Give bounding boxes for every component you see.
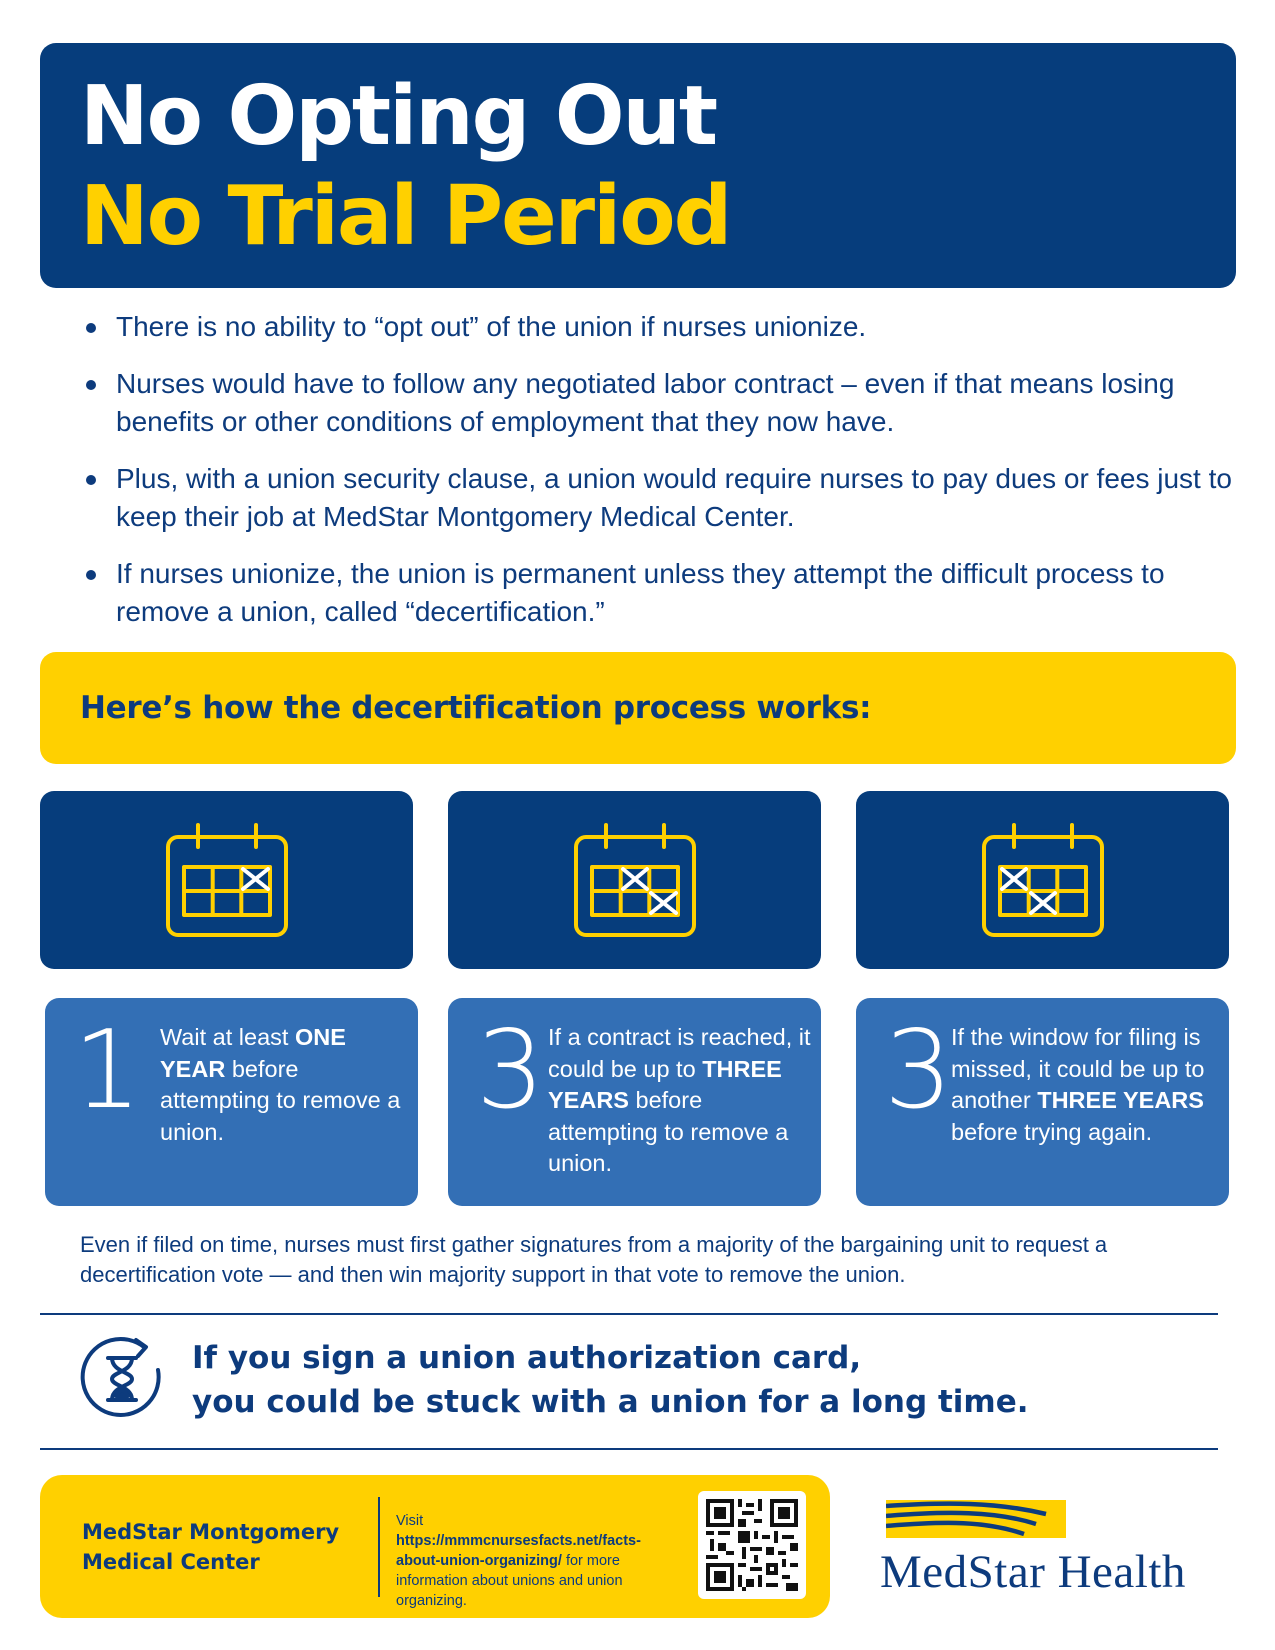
page-title: No Opting Out: [80, 69, 717, 164]
step-text-intro: Wait at least: [160, 1024, 289, 1050]
bullet-dot-icon: [86, 380, 96, 390]
step-text: [951, 1022, 1221, 1148]
divider-top: [40, 1313, 1218, 1315]
callout-line-1: If you sign a union authorization card,: [192, 1340, 862, 1376]
callout-line-2: you could be stuck with a union for a long time.: [192, 1384, 1029, 1420]
calendar-icon: [980, 821, 1106, 939]
list-item: [86, 555, 1236, 631]
bullet-dot-icon: [86, 475, 96, 485]
visit-suffix: for more information about unions and union organizing.: [396, 1553, 623, 1609]
calendar-card-2: [448, 791, 821, 969]
bullet-list: [86, 308, 1236, 650]
qr-code-icon: [706, 1499, 798, 1591]
footer-box: [40, 1475, 830, 1618]
bullet-text: Nurses would have to follow any negotiated labor contract – even if that means losing benefits or other conditions of employment that they now have.: [116, 368, 1175, 437]
process-heading: Here’s how the decertification process works:: [80, 690, 872, 726]
step-text-intro: If the window for filing is missed, it could be up to another: [951, 1024, 1205, 1113]
decertification-note: Even if filed on time, nurses must first gather signatures from a majority of the bargaining unit to request a decertification vote — and then win majority support in that vote to remove the union.: [80, 1232, 1108, 1287]
step-card-1: [45, 998, 418, 1206]
footer-divider: [378, 1497, 380, 1597]
step-card-2: [448, 998, 821, 1206]
step-text-rest: before attempting to remove a union.: [548, 1087, 789, 1176]
step-text-emphasis: THREE YEARS: [548, 1055, 782, 1113]
step-text: [160, 1022, 410, 1148]
step-number: 1: [73, 1008, 142, 1133]
visit-prefix: Visit: [396, 1513, 424, 1529]
step-text-rest: before attempting to remove a union.: [160, 1055, 401, 1145]
step-text-intro: If a contract is reached, it could be up to: [548, 1024, 811, 1082]
info-link[interactable]: https://mmmcnursesfacts.net/facts-about-union-organizing/: [396, 1533, 641, 1569]
calendar-icon: [572, 821, 698, 939]
list-item: [86, 308, 1236, 346]
divider-bottom: [40, 1448, 1218, 1450]
calendar-card-1: [40, 791, 413, 969]
list-item: [86, 365, 1236, 441]
bullet-text: If nurses unionize, the union is permanent unless they attempt the difficult process to remove a union, called “decertification.”: [116, 558, 1165, 627]
org-name: MedStar Montgomery Medical Center: [82, 1520, 340, 1574]
calendar-card-3: [856, 791, 1229, 969]
logo-text: MedStar Health: [880, 1546, 1186, 1598]
step-card-3: [856, 998, 1229, 1206]
step-text-emphasis: THREE YEARS: [1037, 1087, 1204, 1113]
calendar-icon: [164, 821, 290, 939]
medstar-health-logo: [880, 1500, 1230, 1600]
step-text-emphasis: ONE YEAR: [160, 1024, 346, 1082]
visit-text: [396, 1511, 671, 1611]
step-text: [548, 1022, 813, 1180]
page-subtitle: No Trial Period: [80, 169, 731, 264]
callout-message: [192, 1336, 1232, 1424]
logo-mark-icon: [886, 1500, 1066, 1540]
bullet-dot-icon: [86, 570, 96, 580]
step-text-rest: before trying again.: [951, 1118, 1153, 1145]
hourglass-icon: [74, 1330, 170, 1426]
step-number: 3: [884, 1008, 953, 1133]
bullet-dot-icon: [86, 323, 96, 333]
list-item: [86, 460, 1236, 536]
qr-code[interactable]: [698, 1491, 806, 1599]
bullet-text: There is no ability to “opt out” of the union if nurses unionize.: [116, 311, 867, 342]
bullet-text: Plus, with a union security clause, a union would require nurses to pay dues or fees just to keep their job at MedStar Montgomery Medical Center.: [116, 463, 1232, 532]
step-number: 3: [476, 1008, 545, 1133]
header-banner: [40, 43, 1236, 288]
process-heading-banner: [40, 652, 1236, 764]
